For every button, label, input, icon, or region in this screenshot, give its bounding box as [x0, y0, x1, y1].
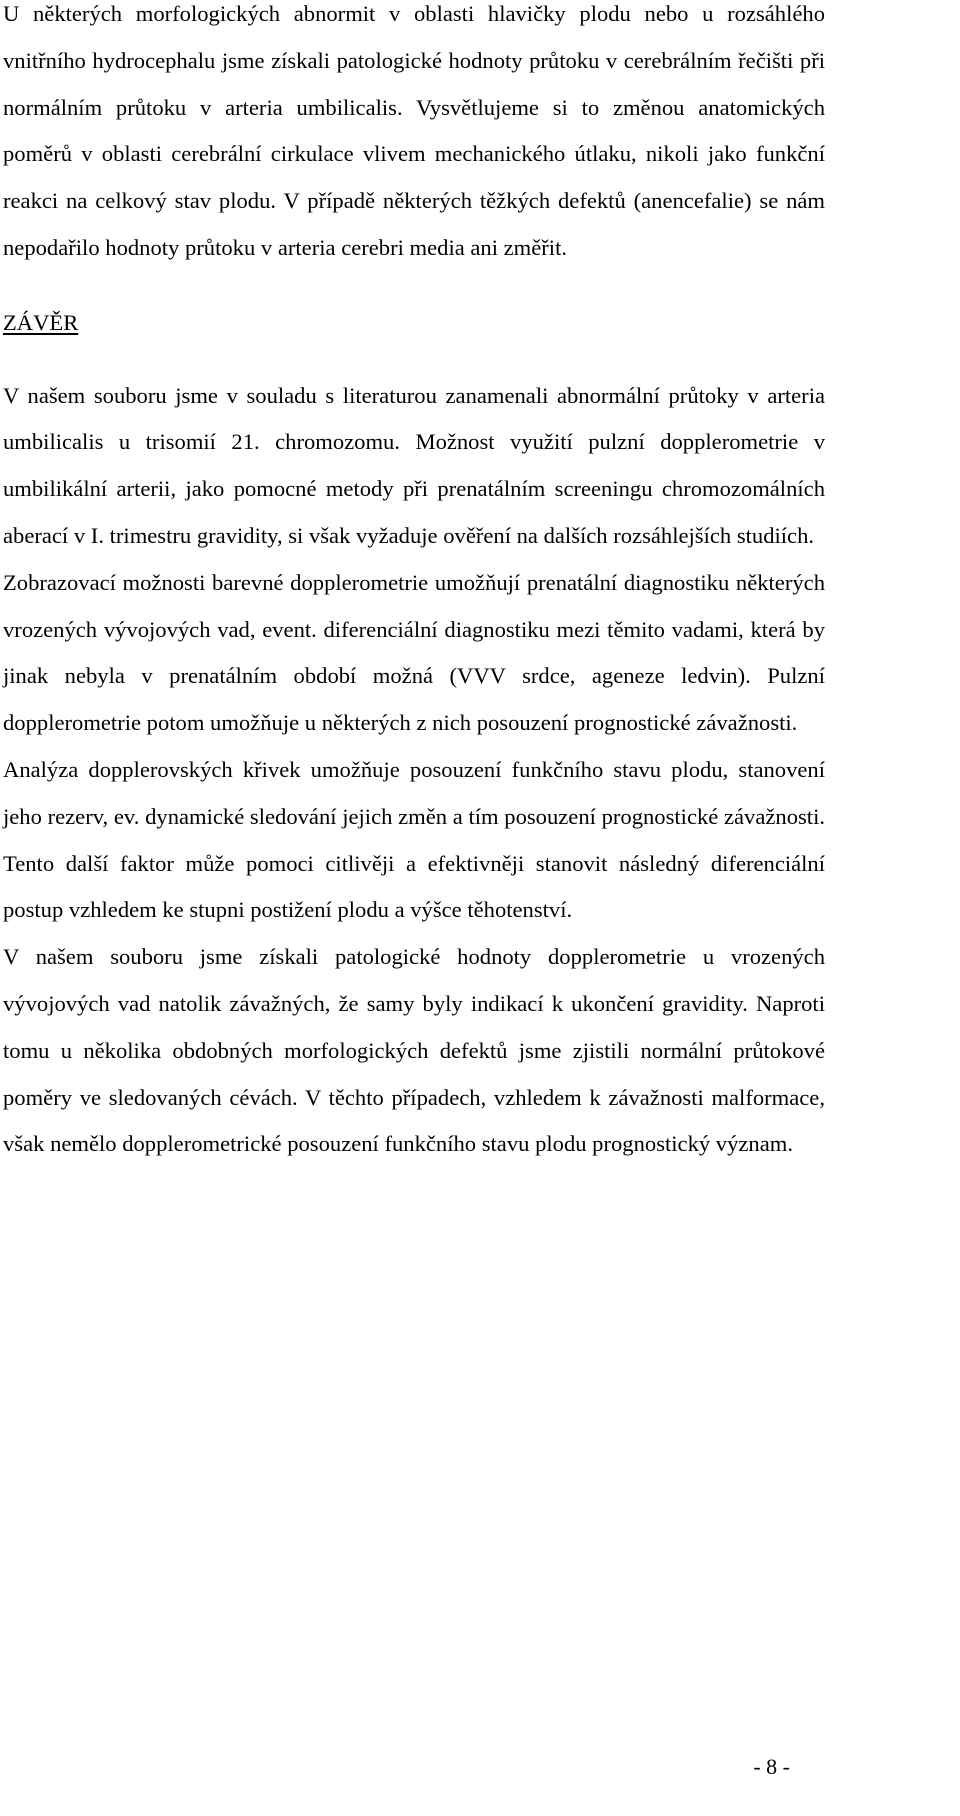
- document-page: [3, 0, 825, 1168]
- conclusion-paragraph-2: Zobrazovací možnosti barevné dopplerometrie umožňují prenatální diagnostiku některých vrozených vývojových vad, event. diferenciální diagnostiku mezi těmito vadami, která by jinak nebyla v prenatálním období možná (VVV srdce, ageneze ledvin). Pulzní dopplerometrie potom umožňuje u některých z nich posouzení prognostické závažnosti.: [3, 569, 825, 736]
- section-heading-conclusion: ZÁVĚR: [3, 309, 79, 335]
- conclusion-paragraph-1: V našem souboru jsme v souladu s literaturou zanamenali abnormální průtoky v arteria umbilicalis u trisomií 21. chromozomu. Možnost využití pulzní dopplerometrie v umbilikální arterii, jako pomocné metody při prenatálním screeningu chromozomálních aberací v I. trimestru gravidity, si však vyžaduje ověření na dalších rozsáhlejších studiích.: [3, 382, 825, 548]
- conclusion-paragraph-4: V našem souboru jsme získali patologické hodnoty dopplerometrie u vrozených vývojových vad natolik závažných, že samy byly indikací k ukončení gravidity. Naproti tomu u několika obdobných morfologických defektů jsme zjistili normální průtokové poměry ve sledovaných cévách. V těchto případech, vzhledem k závažnosti malformace, však nemělo dopplerometrické posouzení funkčního stavu plodu prognostický význam.: [3, 944, 825, 1157]
- page-number-text: - 8 -: [753, 1754, 790, 1779]
- page-number: [0, 1752, 822, 1782]
- intro-paragraph: U některých morfologických abnormit v oblasti hlavičky plodu nebo u rozsáhlého vnitřního hydrocephalu jsme získali patologické hodnoty průtoku v cerebrálním řečišti při normálním průtoku v arteria umbilicalis. Vysvětlujeme si to změnou anatomických poměrů v oblasti cerebrální cirkulace vlivem mechanického útlaku, nikoli jako funkční reakci na celkový stav plodu. V případě některých těžkých defektů (anencefalie) se nám nepodařilo hodnoty průtoku v arteria cerebri media ani změřit.: [3, 1, 825, 260]
- conclusion-paragraph-3: Analýza dopplerovských křivek umožňuje posouzení funkčního stavu plodu, stanovení jeho rezerv, ev. dynamické sledování jejich změn a tím posouzení prognostické závažnosti. Tento další faktor může pomoci citlivěji a efektivněji stanovit následný diferenciální postup vzhledem ke stupni postižení plodu a výšce těhotenství.: [3, 756, 825, 923]
